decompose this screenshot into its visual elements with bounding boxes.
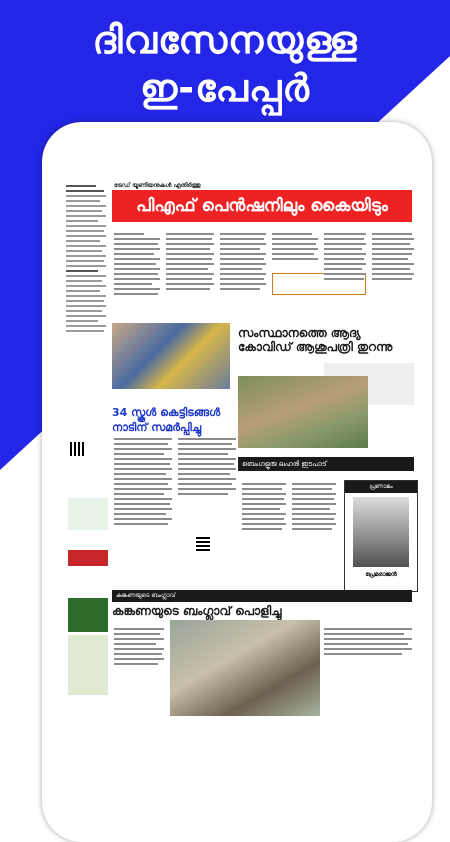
ad-block-3 [68,598,108,632]
main-story-col3 [220,230,268,293]
qr-code-2 [196,537,210,551]
promo-title-line1: ദിവസേനയുള്ള [92,18,358,62]
main-story-col6 [372,230,416,283]
obituary-name: പ്രേമരാജൻ [365,571,397,578]
story3-headline: കങ്കണയുടെ ബംഗ്ലാവ് പൊളിച്ചു [112,604,282,618]
lower-col3 [242,480,288,533]
school-photo [112,323,230,389]
obituary-photo [353,497,409,567]
demolition-photo [170,620,320,716]
qr-code [70,442,84,456]
main-headline: പിഎഫ് പെൻഷനിലും കൈയിടും [112,190,412,222]
hospital-photo [238,376,368,448]
story3-band: കങ്കണയുടെ ബംഗ്ലാവ് [112,590,412,602]
phone-screen [62,180,420,800]
story3-col2 [324,625,414,658]
lower-col2 [178,435,238,498]
news-strip: ബെംഗളൂരു ലഹരി ഇടപാട് [238,457,414,471]
obituary-box [344,480,418,592]
obituary-header: പ്രണാമം [345,481,417,493]
main-story-col2 [166,230,216,293]
ad-block-4 [68,635,108,695]
hospital-headline: സംസ്ഥാനത്തെ ആദ്യ കോവിഡ് ആശുപത്രി തുറന്നു [238,326,393,354]
left-column [66,182,110,792]
main-story-col5 [324,230,368,283]
promo-title-line2: ഇ-പേപ്പർ [140,66,310,110]
school-headline: 34 സ്കൂൾ കെട്ടിടങ്ങൾ നാടിന് സമർപ്പിച്ചു [112,406,221,434]
lower-col1 [114,435,174,528]
story3-col [114,625,166,668]
main-story-col1 [114,230,162,298]
ad-block-1 [68,498,108,530]
lower-col4 [292,480,338,533]
main-story-col4 [272,230,320,263]
kicker: ട്രേഡ് യൂണിയനുകൾ എതിർത്തു [114,182,201,189]
ad-block-2 [68,550,108,566]
